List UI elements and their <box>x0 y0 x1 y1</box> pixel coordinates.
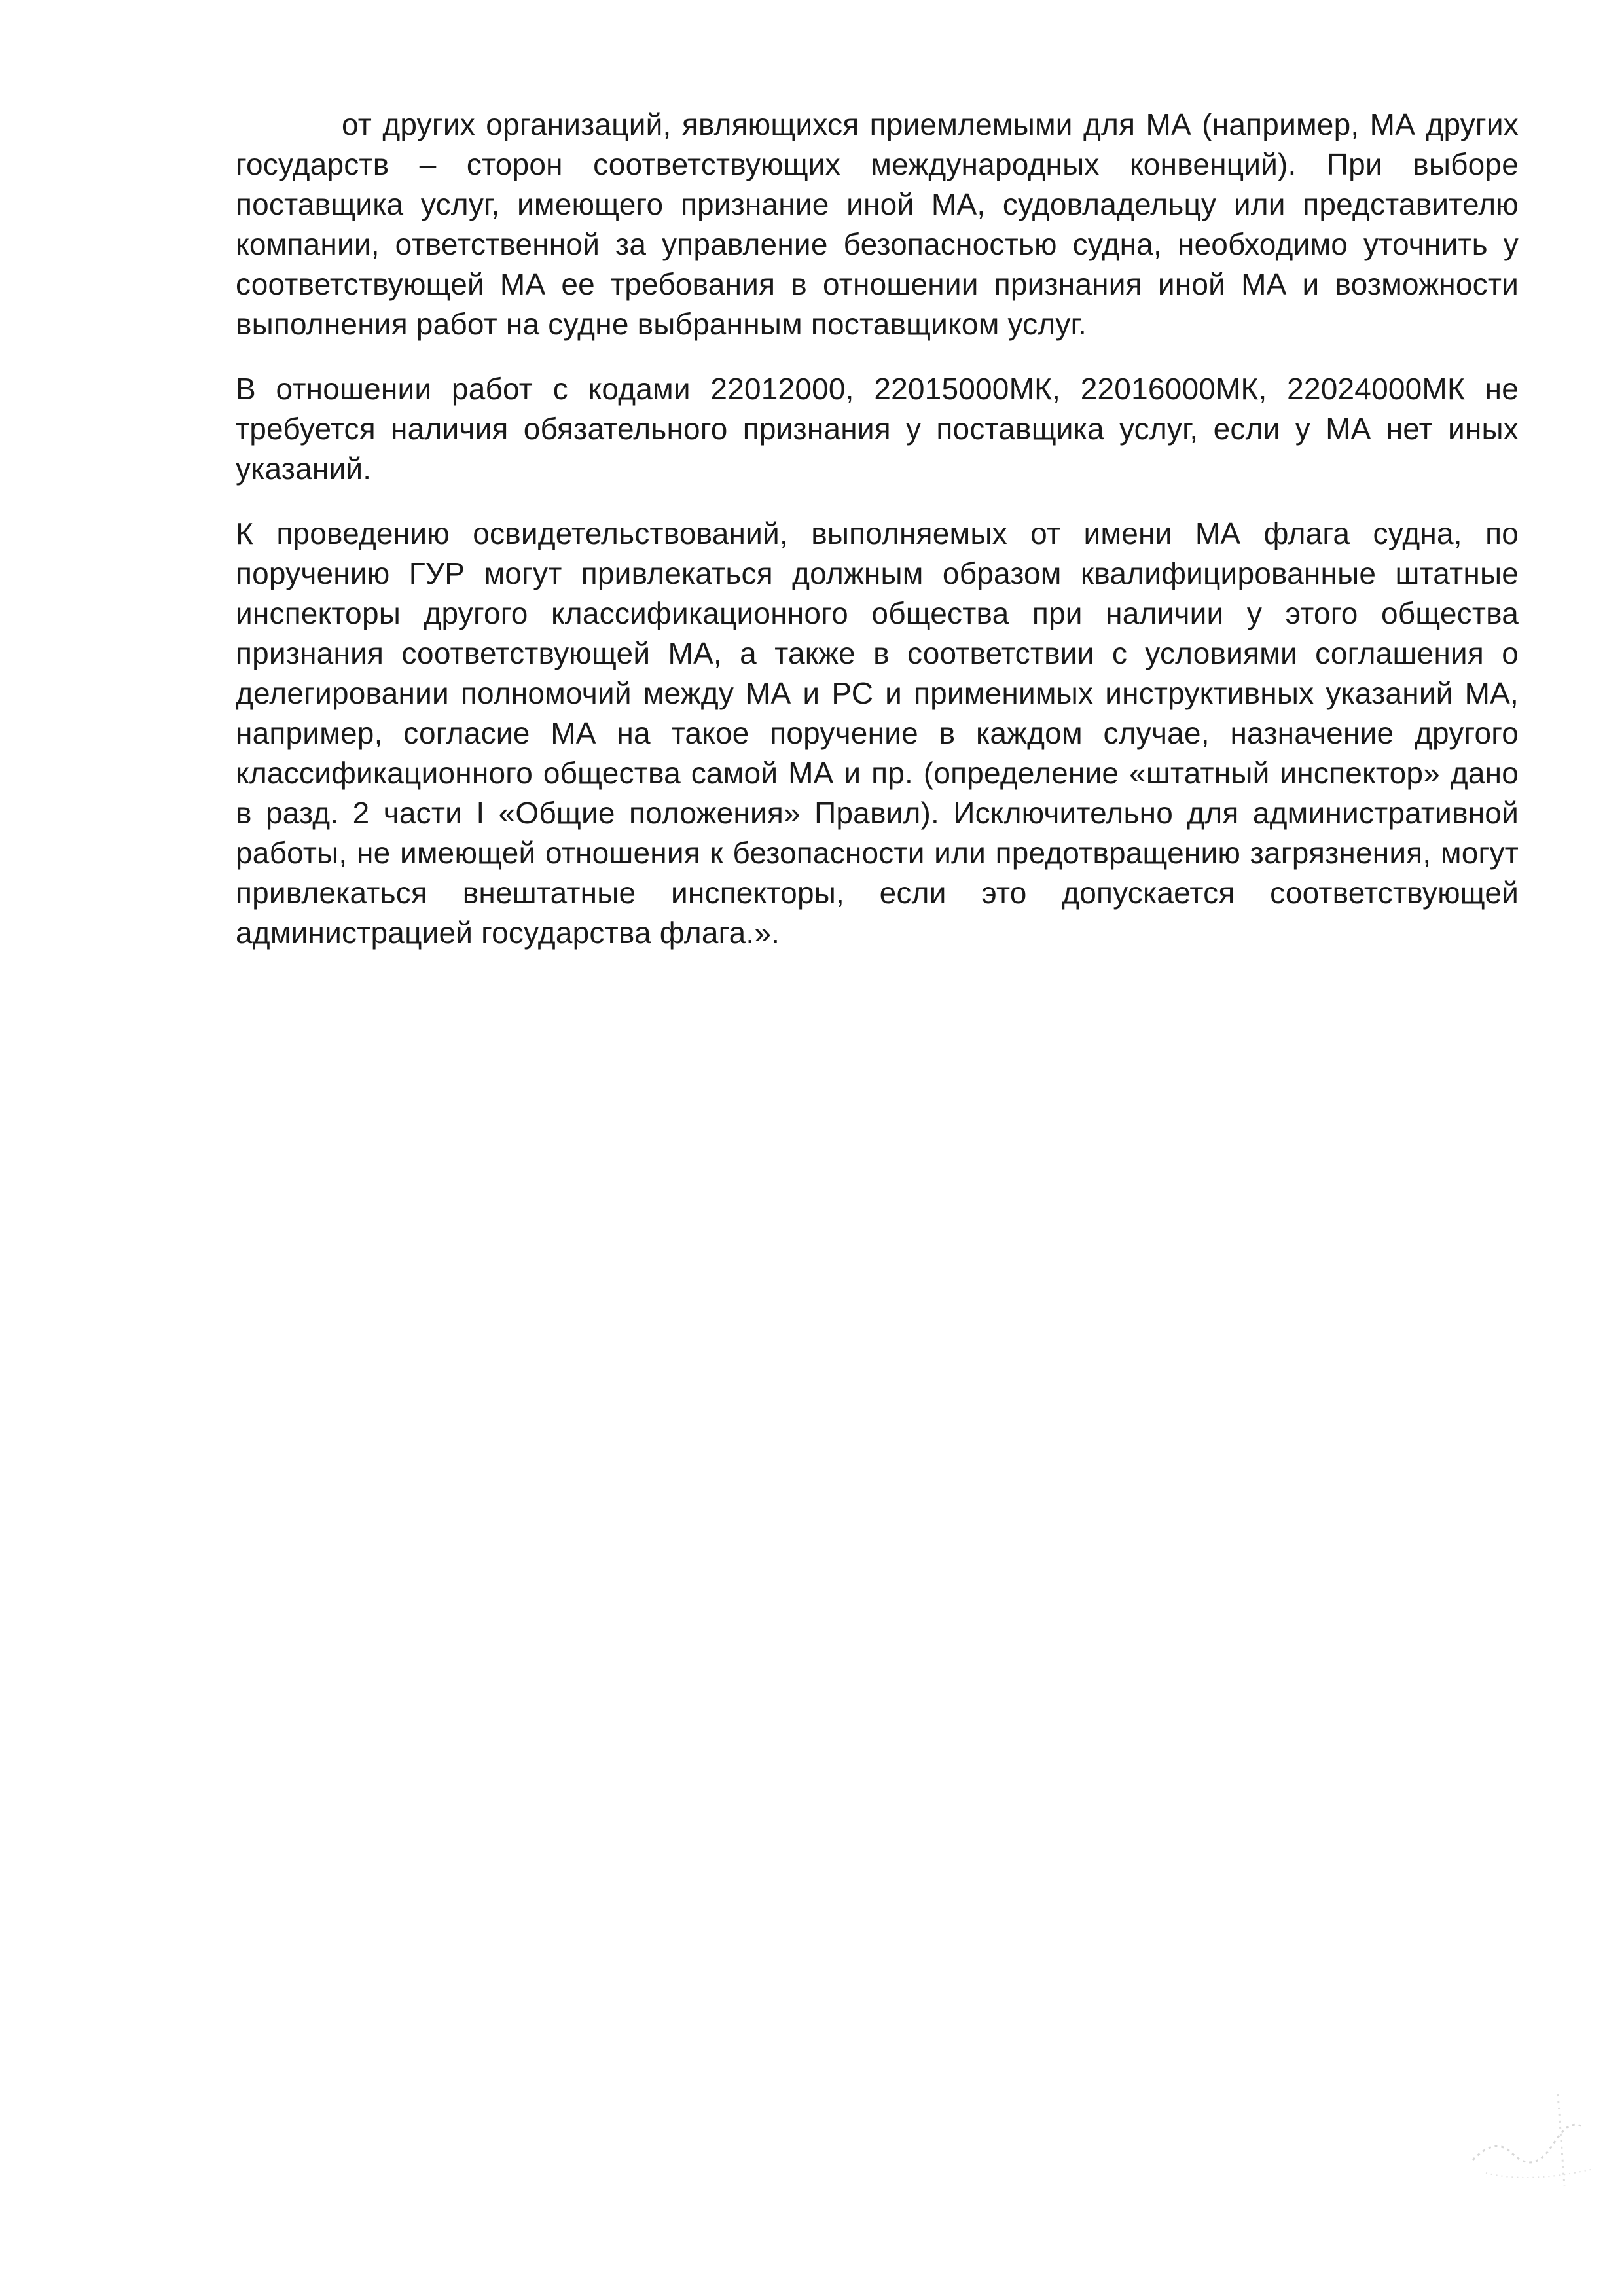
paragraph-2: В отношении работ с кодами 22012000, 22015000МК, 22016000МК, 22024000МК не требуется наличия обязательного признания у поставщика услуг, если у МА нет иных указаний. <box>236 372 1519 486</box>
document-body <box>236 105 1519 978</box>
paragraph-3: К проведению освидетельствований, выполняемых от имени МА флага судна, по поручению ГУР могут привлекаться должным образом квалифицированные штатные инспекторы другого классификационного общества при наличии у этого общества признания соответствующей МА, а также в соответствии с условиями соглашения о делегировании полномочий между МА и РС и применимых инструктивных указаний МА, например, согласие МА на такое поручение в каждом случае, назначение другого классификационного общества самой МА и пр. (определение «штатный инспектор» дано в разд. 2 части I «Общие положения» Правил). Исключительно для административной работы, не имеющей отношения к безопасности или предотвращению загрязнения, могут привлекаться внештатные инспекторы, если это допускается соответствующей администрацией государства флага.». <box>236 516 1519 950</box>
initials-mark-icon <box>1460 2081 1604 2199</box>
paragraph-1: от других организаций, являющихся приемлемыми для МА (например, МА других государств – сторон соответствующих международных конвенций). При выборе поставщика услуг, имеющего признание иной МА, судовладельцу или представителю компании, ответственной за управление безопасностью судна, необходимо уточнить у соответствующей МА ее требования в отношении признания иной МА и возможности выполнения работ на судне выбранным поставщиком услуг. <box>236 107 1519 341</box>
